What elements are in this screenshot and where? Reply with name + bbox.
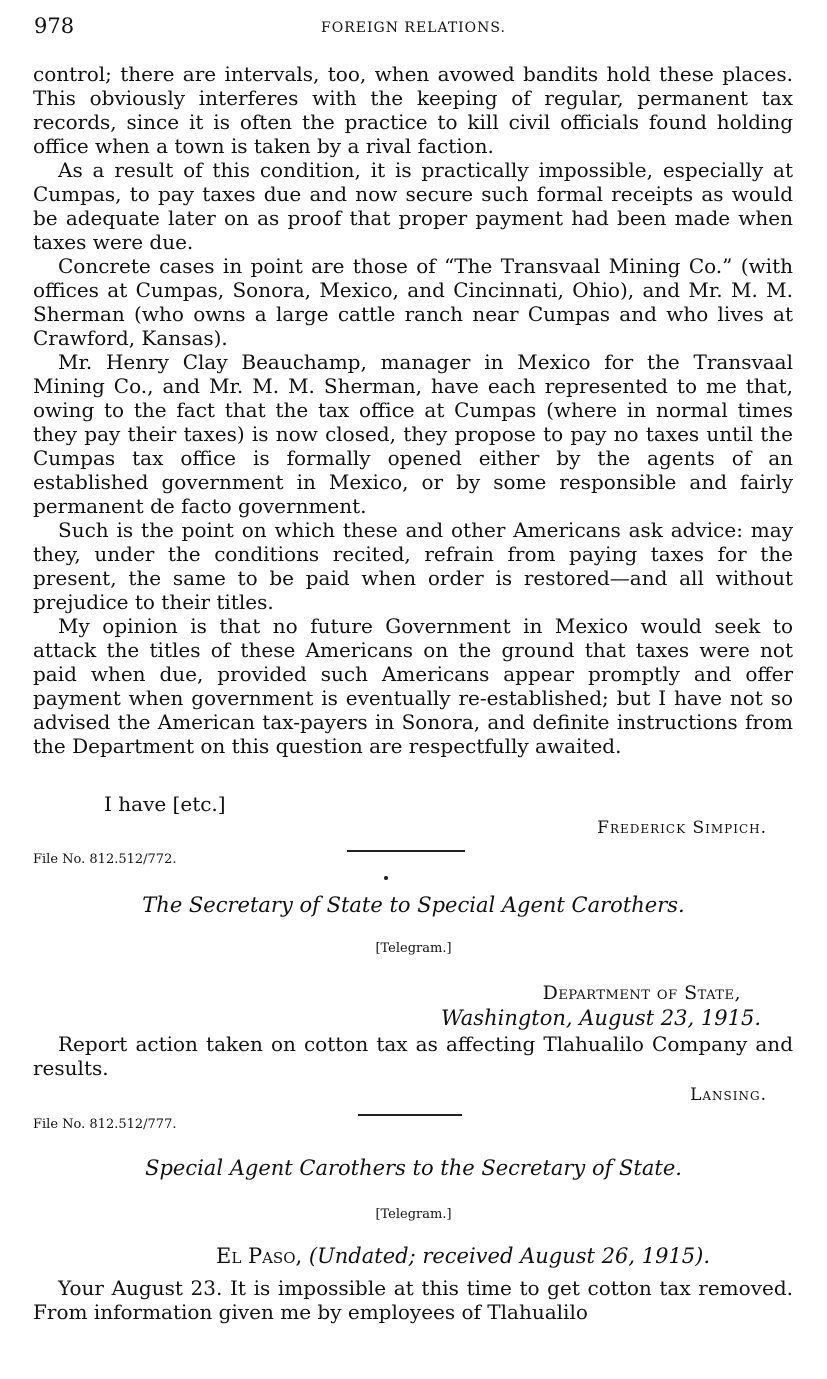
dateline-department: Department of State, [542, 982, 741, 1004]
telegram-body [33, 1032, 793, 1080]
letter-body [33, 62, 793, 758]
document-heading: The Secretary of State to Special Agent Carothers. [142, 893, 685, 917]
paragraph: Concrete cases in point are those of “The Transvaal Mining Co.” (with offices at Cumpas, Sonora, Mexico, and Cincinnati, Ohio), and Mr. M. M. Sherman (who owns a large cattle ranch near Cumpas and who lives at Crawford, Kansas). [33, 254, 793, 350]
paragraph: Report action taken on cotton tax as affecting Tlahualilo Company and results. [33, 1032, 793, 1080]
paragraph: control; there are intervals, too, when avowed bandits hold these places. This obviously interferes with the keeping of regular, permanent tax records, since it is often the practice to kill civil officials found holding office when a town is taken by a rival faction. [33, 62, 793, 158]
paragraph: Your August 23. It is impossible at this time to get cotton tax removed. From information given me by employees of Tlahualilo [33, 1276, 793, 1324]
file-number: File No. 812.512/777. [33, 1117, 177, 1132]
print-mark [384, 876, 388, 880]
dateline-place: Washington, August 23, 1915. [441, 1006, 761, 1030]
page-number: 978 [34, 14, 75, 38]
document-type: [Telegram.] [375, 941, 452, 956]
document-heading: Special Agent Carothers to the Secretary of State. [145, 1156, 682, 1180]
paragraph: As a result of this condition, it is practically impossible, especially at Cumpas, to pay taxes due and now secure such formal receipts as would be adequate later on as proof that proper payment had been made when taxes were due. [33, 158, 793, 254]
dateline-note: (Undated; received August 26, 1915). [308, 1244, 711, 1268]
dateline [216, 1244, 710, 1268]
separator-rule [347, 850, 465, 852]
separator-rule [358, 1114, 462, 1116]
telegram-body [33, 1276, 793, 1324]
page-header [0, 14, 827, 44]
file-number: File No. 812.512/772. [33, 852, 177, 867]
paragraph: Such is the point on which these and other Americans ask advice: may they, under the conditions recited, refrain from paying taxes for the present, the same to be paid when order is restored—and all without prejudice to their titles. [33, 518, 793, 614]
document-type: [Telegram.] [375, 1207, 452, 1222]
signature-simpich: Frederick Simpich. [597, 818, 767, 838]
signature-lansing: Lansing. [690, 1085, 767, 1105]
running-head: FOREIGN RELATIONS. [321, 20, 506, 36]
closing-line: I have [etc.] [104, 792, 226, 816]
paragraph: Mr. Henry Clay Beauchamp, manager in Mexico for the Transvaal Mining Co., and Mr. M. M. Sherman, have each represented to me that, owing to the fact that the tax office at Cumpas (where in normal times they pay their taxes) is now closed, they propose to pay no taxes until the Cumpas tax office is formally opened either by the agents of an established government in Mexico, or by some responsible and fairly permanent de facto government. [33, 350, 793, 518]
dateline-place: El Paso, [216, 1244, 303, 1268]
paragraph: My opinion is that no future Government in Mexico would seek to attack the titles of these Americans on the ground that taxes were not paid when due, provided such Americans appear promptly and offer payment when government is eventually re-established; but I have not so advised the American tax-payers in Sonora, and definite instructions from the Department on this question are respectfully awaited. [33, 614, 793, 758]
